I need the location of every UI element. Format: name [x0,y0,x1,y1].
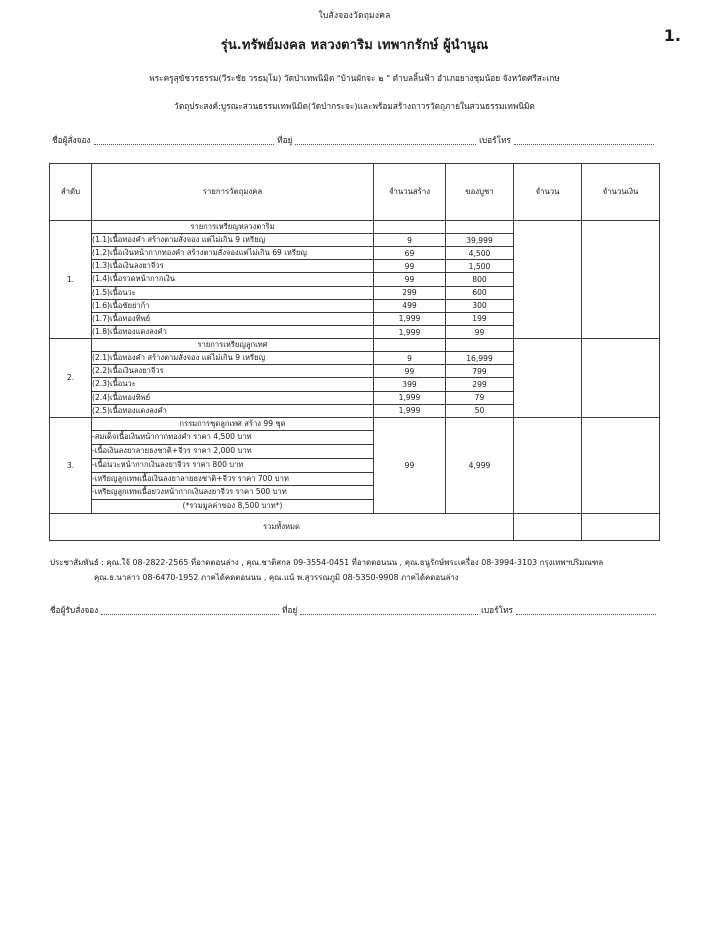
col-header-amount: จำนวนเงิน [582,164,660,221]
group-2-title: รายการเหรียญลูกเทศ [92,339,374,352]
page-title: รุ่น.ทรัพย์มงคล หลวงตาริม เทพากรักษ์ ผู้นำนูณ [220,38,489,53]
item-label: (2.5)เนื้อทองแดงลงคำ [92,404,374,417]
item-make: 1,999 [374,404,446,417]
receiver-name-label: ชื่อผู้รับสั่งจอง [50,604,99,615]
total-label: รวมทั้งหมด [50,513,514,540]
item-label: -เนื้อเงินลงยาลายธงชาติ+จีวร ราคา 2,000 บาท [92,444,374,458]
item-label: (2.4)เนื้อทองทิพย์ [92,391,374,404]
item-donation: 16,999 [446,352,514,365]
item-donation: 199 [446,312,514,325]
item-donation: 299 [446,378,514,391]
item-label: (1.8)เนื้อทองแดงลงคำ [92,325,374,338]
item-donation: 50 [446,404,514,417]
item-donation: 800 [446,273,514,286]
item-donation: 99 [446,325,514,338]
item-label: (2.3)เนื้อนวะ [92,378,374,391]
item-make: 99 [374,273,446,286]
item-label: -เหรียญลูกเทพเนื้อยวงหน้ากากเงินลงยาจีวร ราคา 500 บาท [92,486,374,500]
contact-line-2: คุณ.ธ.นาล่าว 08-6470-1952 ภาคได้คดตอนนน , คุณ.แน้ พ.สุวรรณภูมิ 08-5350-9908 ภาคได้คดอนล่าง [94,572,459,582]
orderer-address-label: ที่อยู่ [277,135,293,145]
item-label: -เหรียญลูกเทพเนื้อเงินลงยาลายธงชาติ+จีวร ราคา 700 บาท [92,472,374,486]
item-label: (1.5)เนื้อนวะ [92,286,374,299]
item-make: 499 [374,299,446,312]
table-header-row [50,164,660,221]
receiver-phone-field[interactable] [516,605,656,615]
item-donation: 39,999 [446,234,514,247]
item-label: (1.3)เนื้อเงินลงยาจีวร [92,260,374,273]
contact-line-1: ประชาสัมพันธ์ : คุณ.ใจ้ 08-2822-2565 ที่อาดตอนล่าง , คุณ.ชาติสกล 09-3554-0451 ที่อาดตอนนน , คุณ.ธนูรักษ์พระเครื่อง 08-3994-3103 กรุงเทพฯปริมณฑล [50,557,604,567]
document-header [0,0,709,113]
orderer-name-label: ชื่อผู้สั่งจอง [52,135,91,145]
item-make: 9 [374,234,446,247]
item-label: (1.7)เนื้อทองทิพย์ [92,312,374,325]
item-make: 99 [374,260,446,273]
item-donation: 600 [446,286,514,299]
document-subtitle-temple: พระครูสุขัชวรธรรม(วีระชัย วรธมฺโม) วัดป่าเทพนิมิต "บ้านผักจะ ๒ " ตำบลลิ้นฟ้า อำเภอยางชุมน้อย จังหวัดศรีสะเกษ [149,73,560,83]
item-make: 69 [374,247,446,260]
item-make: 399 [374,378,446,391]
receiver-address-field[interactable] [300,605,478,615]
item-label: (1.1)เนื้อทองคำ สร้างตามสั่งจอง แต่ไม่เกิน 9 เหรียญ [92,234,374,247]
group-3-donation: 4,999 [446,417,514,513]
page-number: 1. [663,26,681,45]
item-label: -สมเด็จเนื้อเงินหน้ากากทองคำ ราคา 4,500 บาท [92,430,374,444]
receiver-info-line [0,603,709,617]
col-header-make: จำนวนสร้าง [374,164,446,221]
item-label: -เนื้อนวะหน้ากากเงินลงยาจีวร ราคา 800 บาท [92,458,374,472]
group-1-amount-input[interactable] [582,221,660,339]
receiver-name-field[interactable] [101,605,279,615]
item-label: (1.4)เนื้อรวดหน้ากากเงิน [92,273,374,286]
group-3-title: กรรมการชุดลูกเทศ สร้าง 99 ชุด [92,417,374,430]
orderer-phone-field[interactable] [514,135,654,145]
item-make: 299 [374,286,446,299]
document-kicker: ใบสั่งจองวัตถุมงคล [318,11,391,21]
document-subtitle-purpose: วัตถุประสงค์:บูรณะสวนธรรมเทพนิมิต(วัดป่ากระจะ)และพร้อมสร้างถาวรวัตถุภายในสวนธรรมเทพนิมิต [174,101,535,111]
col-header-donation: ของบูชา [446,164,514,221]
item-donation: 799 [446,365,514,378]
orderer-phone-label: เบอร์โทร [479,135,512,145]
item-donation: 79 [446,391,514,404]
group-3-make: 99 [374,417,446,513]
contact-footer [0,555,709,585]
table-row [50,339,660,352]
orderer-info-line [0,133,709,147]
group-2-number: 2. [50,339,92,418]
item-donation: 1,500 [446,260,514,273]
group-1-qty-input[interactable] [514,221,582,339]
item-make: 99 [374,365,446,378]
item-make: 1,999 [374,391,446,404]
receiver-phone-label: เบอร์โทร [481,604,514,615]
item-donation: 4,500 [446,247,514,260]
item-make: 1,999 [374,325,446,338]
item-make: 1,999 [374,312,446,325]
col-header-no: ลำดับ [50,164,92,221]
group-3-number: 3. [50,417,92,513]
group-3-qty-input[interactable] [514,417,582,513]
group-3-amount-input[interactable] [582,417,660,513]
amulet-order-table [49,163,660,541]
item-label: (2.1)เนื้อทองคำ สร้างตามสั่งจอง แต่ไม่เกิน 9 เหรียญ [92,352,374,365]
col-header-qty: จำนวน [514,164,582,221]
total-qty-input[interactable] [514,513,582,540]
table-total-row [50,513,660,540]
group-2-qty-input[interactable] [514,339,582,418]
group-1-title: รายการเหรียญหลวงตาริม [92,221,374,234]
item-label: (1.2)เนื้อเงินหน้ากากทองคำ สร้างตามสั่งจองแต่ไม่เกิน 69 เหรียญ [92,247,374,260]
group-2-amount-input[interactable] [582,339,660,418]
table-row [50,221,660,234]
orderer-name-field[interactable] [94,135,275,145]
orderer-address-field[interactable] [295,135,476,145]
item-make: 9 [374,352,446,365]
item-label: (2.2)เนื้อเงินลงยาจีวร [92,365,374,378]
receiver-address-label: ที่อยู่ [281,604,298,615]
group-3-value-note: (*รวมมูลค่าของ 8,500 บาท*) [92,500,374,513]
table-row [50,417,660,430]
col-header-item: รายการวัตถุมงคล [92,164,374,221]
total-amount-input[interactable] [582,513,660,540]
item-label: (1.6)เนื้อชัยย่าก้า [92,299,374,312]
group-1-number: 1. [50,221,92,339]
item-donation: 300 [446,299,514,312]
